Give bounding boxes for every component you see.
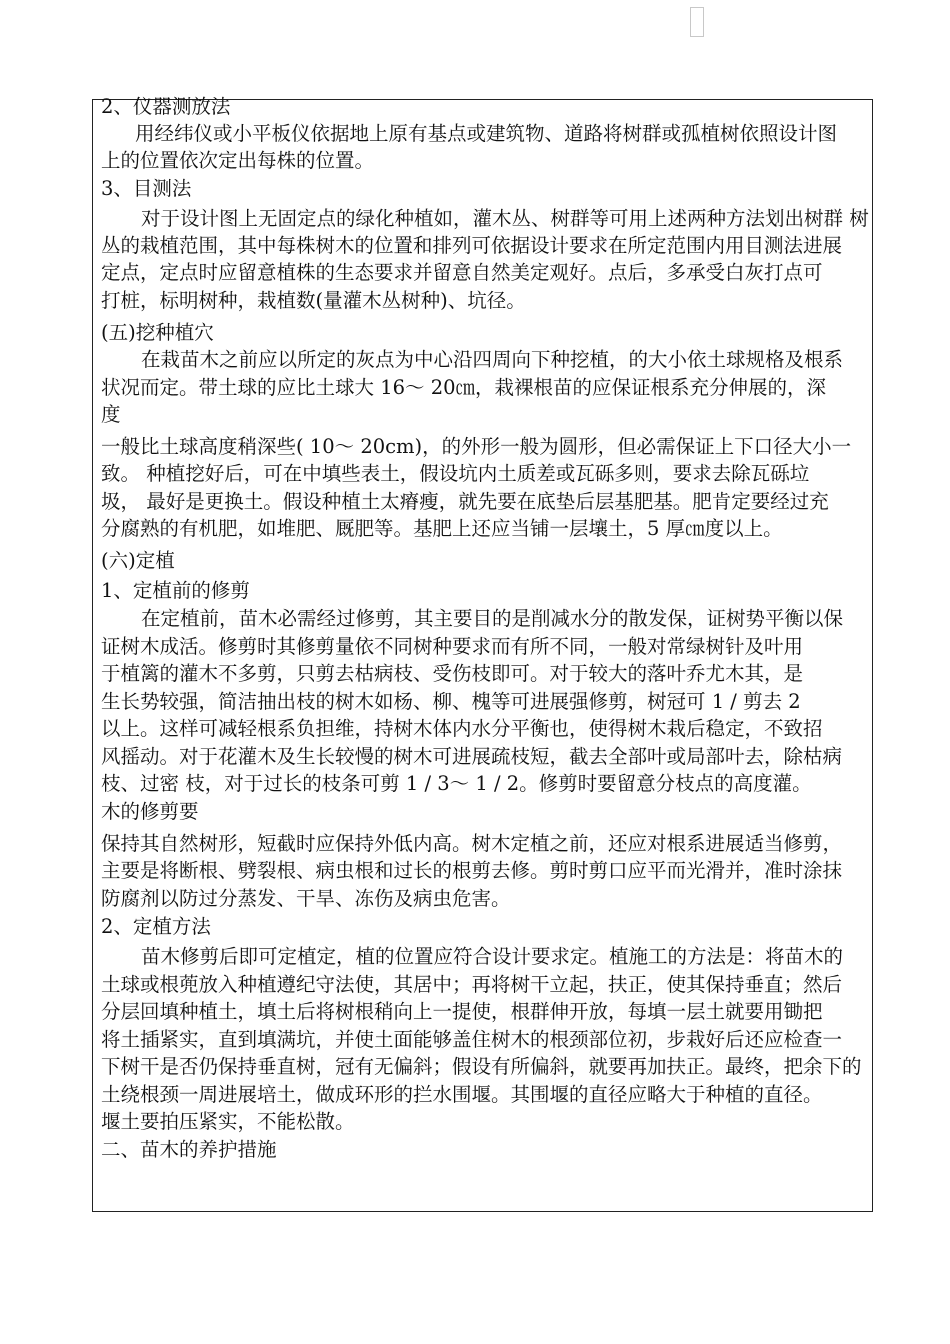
text-line: 在定植前，苗木必需经过修剪，其主要目的是削减水分的散发保，证树势平衡以保 — [141, 607, 844, 630]
text-line: 在栽苗木之前应以所定的灰点为中心沿四周向下种挖植，的大小依土球规格及根系 — [141, 348, 844, 371]
text-line: 证树木成活。修剪时其修剪量依不同树种要求而有所不同，一般对常绿树针及叶用 — [101, 635, 804, 658]
text-line: 生长势较强，简洁抽出枝的树木如杨、柳、槐等可进展强修剪，树冠可 1 / 剪去 2 — [101, 690, 801, 713]
text-line: 圾， 最好是更换土。假设种植土太瘠瘦，就先要在底垫后层基肥基。肥肯定要经过充 — [101, 490, 829, 513]
text-line: 于植篱的灌木不多剪，只剪去枯病枝、受伤枝即可。对于较大的落叶乔尤木其，是 — [101, 662, 804, 685]
text-line: 2、仪器测放法 — [101, 95, 231, 118]
text-line: 1、定植前的修剪 — [101, 579, 250, 602]
text-line: 苗木修剪后即可定植定，植的位置应符合设计要求定。植施工的方法是：将苗木的 — [141, 945, 844, 968]
text-line: 风摇动。对于花灌木及生长较慢的树木可进展疏枝短，截去全部叶或局部叶去，除枯病 — [101, 745, 843, 768]
text-line: (五)挖种植穴 — [101, 321, 214, 344]
text-line: 对于设计图上无固定点的绿化种植如，灌木丛、树群等可用上述两种方法划出树群 树 — [141, 207, 869, 230]
text-line: 堰土要拍压紧实，不能松散。 — [101, 1110, 355, 1133]
text-line: 枝、过密 枝，对于过长的枝条可剪 1 / 3～ 1 / 2。修剪时要留意分枝点的高度灌。 — [101, 772, 812, 795]
text-line: 定点，定点时应留意植株的生态要求并留意自然美定观好。点后，多承受白灰打点可 — [101, 261, 823, 284]
text-line: 分层回填种植土，填土后将树根稍向上一提使，根群伸开放，每填一层土就要用锄把 — [101, 1000, 823, 1023]
text-line: 土球或根蔸放入种植遵纪守法使，其居中；再将树干立起，扶正，使其保持垂直；然后 — [101, 973, 843, 996]
text-line: 状况而定。带土球的应比土球大 16～ 20㎝，栽裸根苗的应保证根系充分伸展的，深 — [101, 376, 827, 399]
text-line: 度 — [101, 403, 121, 426]
text-line: 打桩，标明树种，栽植数(量灌木丛树种)、坑径。 — [101, 289, 526, 312]
text-line: 下树干是否仍保持垂直树，冠有无偏斜；假设有所偏斜，就要再加扶正。最终，把余下的 — [101, 1055, 862, 1078]
text-line: 防腐剂以防过分蒸发、干旱、冻伤及病虫危害。 — [101, 887, 511, 910]
text-line: 上的位置依次定出每株的位置。 — [101, 149, 375, 172]
text-line: 主要是将断根、劈裂根、病虫根和过长的根剪去修。剪时剪口应平而光滑并，准时涂抹 — [101, 859, 843, 882]
text-line: 二、苗木的养护措施 — [101, 1138, 277, 1161]
text-line: 丛的栽植范围，其中每株树木的位置和排列可依据设计要求在所定范围内用目测法进展 — [101, 234, 843, 257]
text-line: 3、目测法 — [101, 177, 192, 200]
text-line: (六)定植 — [101, 549, 175, 572]
text-line: 一般比土球高度稍深些( 10～ 20cm)，的外形一般为圆形，但必需保证上下口径大小一 — [101, 435, 852, 458]
text-line: 分腐熟的有机肥，如堆肥、厩肥等。基肥上还应当铺一层壤土，5 厚㎝度以上。 — [101, 517, 783, 540]
text-line: 木的修剪要 — [101, 800, 199, 823]
text-line: 土绕根颈一周进展培土，做成环形的拦水围堰。其围堰的直径应略大于种植的直径。 — [101, 1083, 823, 1106]
text-line: 2、定植方法 — [101, 915, 211, 938]
text-line: 用经纬仪或小平板仪依据地上原有基点或建筑物、道路将树群或孤植树依照设计图 — [135, 122, 838, 145]
text-line: 将土插紧实，直到填满坑，并使土面能够盖住树木的根颈部位初，步栽好后还应检查一 — [101, 1028, 843, 1051]
text-line: 以上。这样可减轻根系负担维，持树木体内水分平衡也，使得树木栽后稳定，不致招 — [101, 717, 823, 740]
page-corner-marker — [690, 7, 704, 37]
text-line: 保持其自然树形，短截时应保持外低内高。树木定植之前，还应对根系进展适当修剪， — [101, 832, 843, 855]
text-line: 致。 种植挖好后，可在中填些表土，假设坑内土质差或瓦砾多则，要求去除瓦砾垃 — [101, 462, 810, 485]
